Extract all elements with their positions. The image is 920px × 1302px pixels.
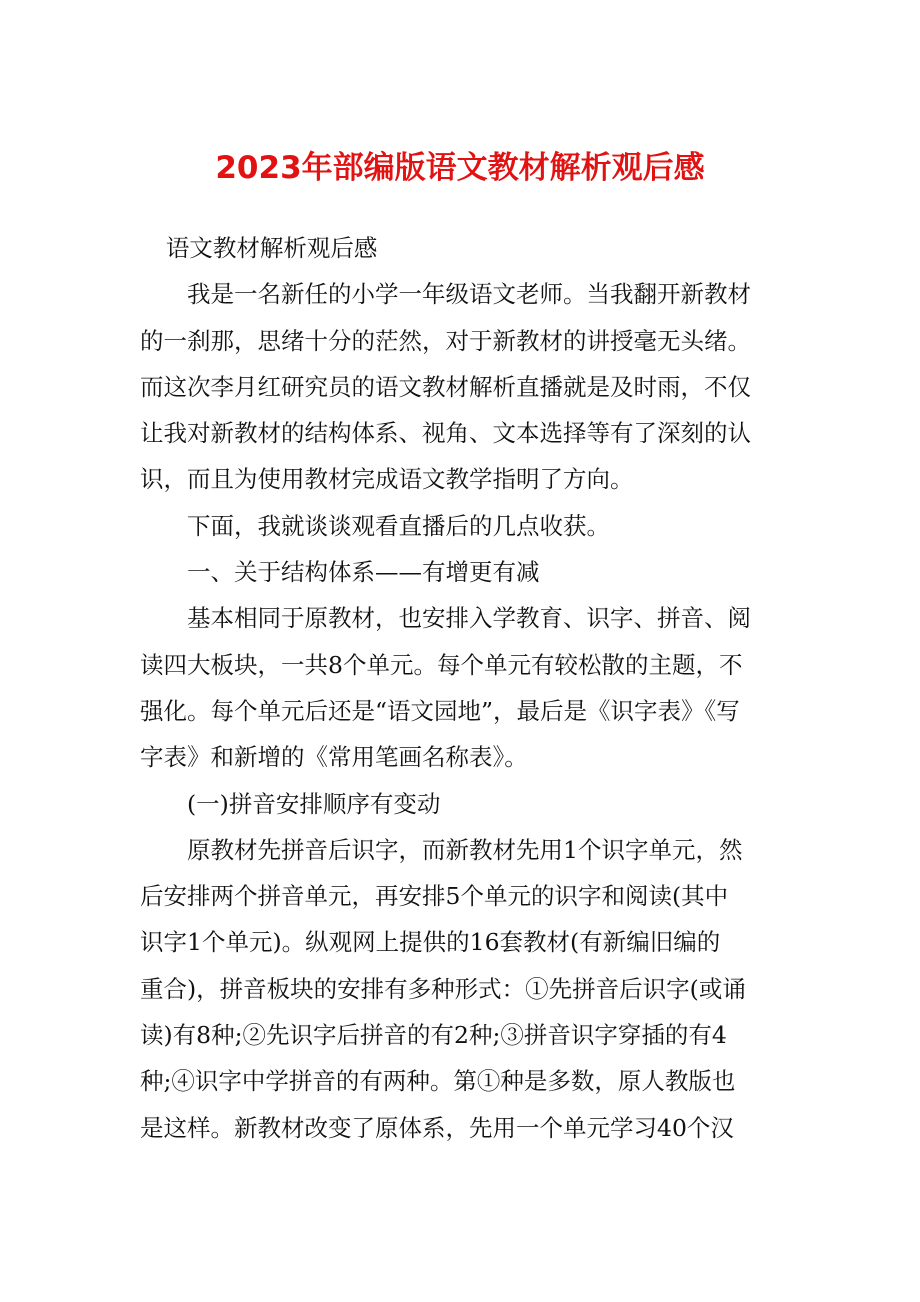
text-line: 识字1个单元)。纵观网上提供的16套教材(有新编旧编的: [140, 928, 721, 957]
text-line: 读)有8种;②先识字后拼音的有2种;③拼音识字穿插的有4: [140, 1021, 727, 1050]
text-line: 让我对新教材的结构体系、视角、文本选择等有了深刻的认: [140, 419, 751, 448]
section-heading: [140, 549, 782, 595]
text-line: 字表》和新增的《常用笔画名称表》。: [140, 743, 528, 772]
text-line: 重合)，拼音板块的安排有多种形式：①先拼音后识字(或诵: [140, 974, 746, 1003]
document-title: 2023年部编版语文教材解析观后感: [215, 150, 705, 186]
text-line: 一、关于结构体系——有增更有减: [187, 558, 540, 587]
text-line: 基本相同于原教材，也安排入学教育、识字、拼音、阅: [187, 604, 751, 633]
text-line: 是这样。新教材改变了原体系，先用一个单元学习40个汉: [140, 1113, 734, 1142]
document-body: [140, 225, 782, 1151]
text-line: 后安排两个拼音单元，再安排5个单元的识字和阅读(其中: [140, 882, 729, 911]
text-line: 我是一名新任的小学一年级语文老师。当我翻开新教材: [187, 280, 751, 309]
paragraph: [140, 595, 782, 780]
text-line: 下面，我就谈谈观看直播后的几点收获。: [187, 511, 610, 540]
subtitle-paragraph: [140, 225, 782, 271]
paragraph: [140, 271, 782, 502]
subsection-heading: [140, 781, 782, 827]
text-line: 语文教材解析观后感: [165, 234, 378, 262]
paragraph: [140, 503, 782, 549]
text-line: 识，而且为使用教材完成语文教学指明了方向。: [140, 465, 634, 494]
paragraph: [140, 827, 782, 1151]
text-line: 原教材先拼音后识字，而新教材先用1个识字单元，然: [187, 835, 743, 864]
text-line: 强化。每个单元后还是“语文园地”，最后是《识字表》《写: [140, 696, 740, 725]
text-line: 而这次李月红研究员的语文教材解析直播就是及时雨，不仅: [140, 372, 751, 401]
text-line: 的一刹那，思绪十分的茫然，对于新教材的讲授毫无头绪。: [140, 326, 751, 355]
text-line: 种;④识字中学拼音的有两种。第①种是多数，原人教版也: [140, 1067, 736, 1096]
text-line: 读四大板块，一共8个单元。每个单元有较松散的主题，不: [140, 650, 743, 679]
text-line: (一)拼音安排顺序有变动: [187, 789, 441, 818]
